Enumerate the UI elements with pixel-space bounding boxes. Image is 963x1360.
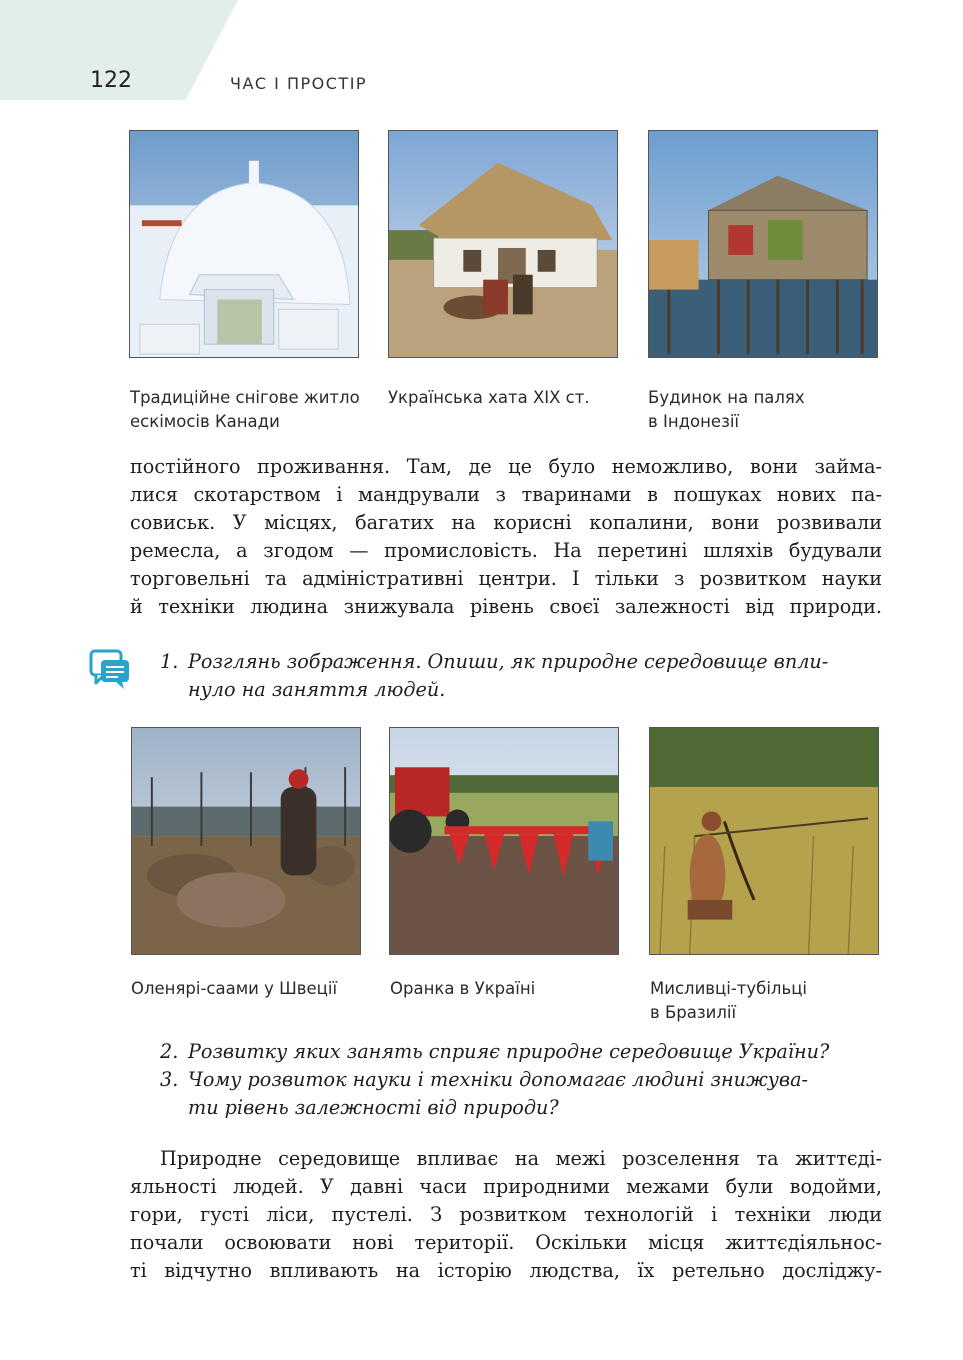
caption-ploughing: Оранка в Україні [390, 979, 536, 998]
igloo-photo [129, 130, 359, 358]
reindeer-herders-photo [131, 727, 361, 955]
question-1-line-2: нуло на заняття людей. [188, 678, 446, 701]
caption-reindeer-herders: Оленярі-саами у Швеції [131, 979, 338, 998]
caption-native-hunter: Мисливці-тубільці в Бразилії [650, 979, 808, 1022]
paragraph-2: Природне середовище впливає на межі розселення та життєді- яльності людей. У давні часи природними межами були водойми, гори, густі ліси, пустелі. З розвитком технологій і техніки люди почали освоювати нові території. Оскільки місця життєдіяльнос- ті відчутно впливають на історію людства, їх ретельно досліджу- [130, 1147, 882, 1282]
paragraph-1: постійного проживання. Там, де це було неможливо, вони займа- лися скотарством і мандрували з тваринами в пошуках нових па- совиськ. У місцях, багатих на корисні копалини, вони розвивали ремесла, а згодом — промисловість. На перетині шляхів будували торговельні та адміністративні центри. І тільки з розвитком науки й техніки людина знижувала рівень своєї залежності від природи. [130, 455, 882, 618]
discussion-icon [88, 648, 132, 692]
native-hunter-photo [649, 727, 879, 955]
caption-stilt-house: Будинок на палях в Індонезії [648, 388, 805, 431]
ukrainian-hut-photo [388, 130, 618, 358]
question-1-line-1: Розглянь зображення. Опиши, як природне середовище впли- [188, 650, 829, 673]
caption-igloo: Традиційне снігове житло ескімосів Канади [130, 388, 360, 431]
stilt-house-photo [648, 130, 878, 358]
question-3-line-2: ти рівень залежності від природи? [188, 1096, 559, 1119]
question-3-line-1: Чому розвиток науки і техніки допомагає людині знижува- [188, 1068, 809, 1091]
caption-ukrainian-hut: Українська хата XIX ст. [388, 388, 590, 407]
question-2-line-1: Розвитку яких занять сприяє природне середовище України? [188, 1040, 830, 1063]
ploughing-photo [389, 727, 619, 955]
question-2-number: 2. [160, 1040, 179, 1063]
question-3-number: 3. [160, 1068, 179, 1091]
question-1-number: 1. [160, 650, 179, 673]
page-number: 122 [90, 68, 132, 93]
section-title: ЧАС І ПРОСТІР [230, 74, 368, 93]
